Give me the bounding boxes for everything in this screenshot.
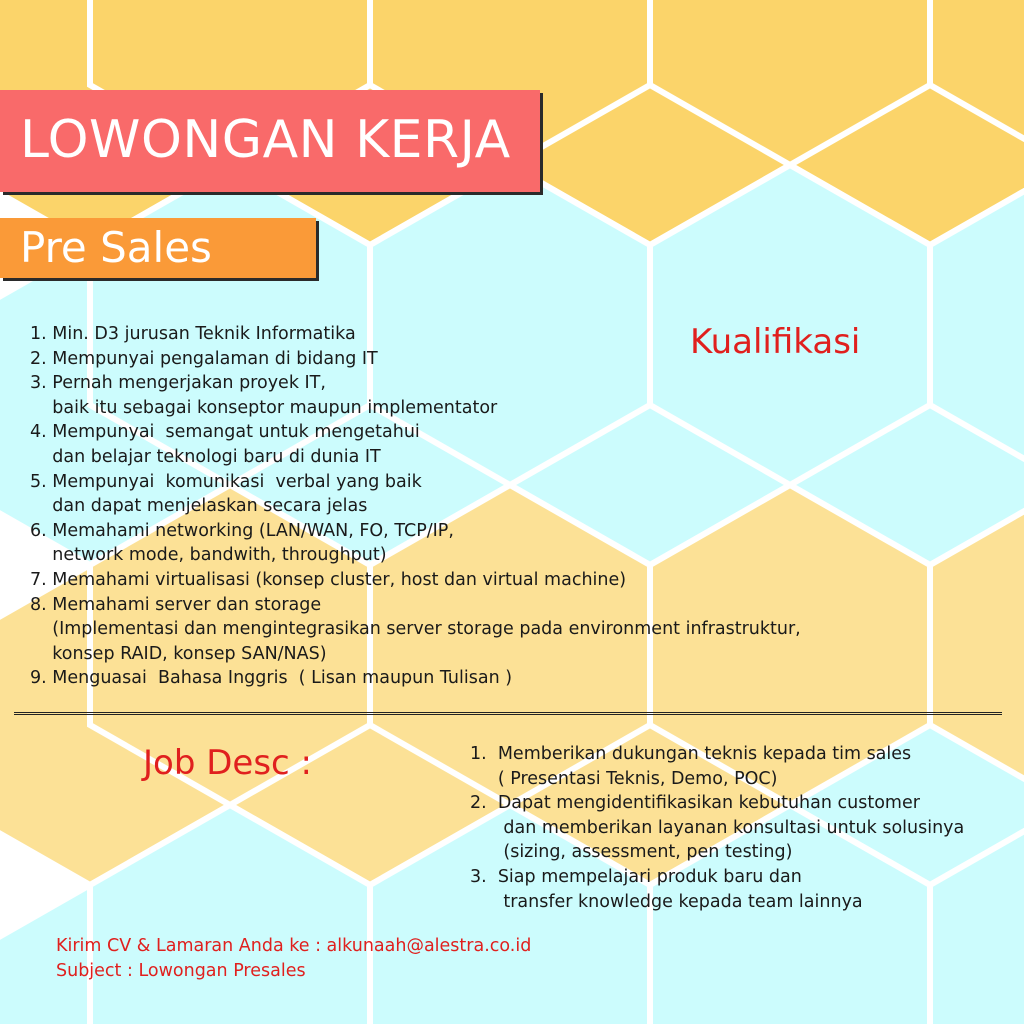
contact-subject-line: Subject : Lowongan Presales <box>56 960 306 981</box>
qualification-item <box>30 347 801 372</box>
job-desc-list <box>470 742 964 914</box>
qualification-item-text: 8. Memahami server dan storage <box>30 594 322 615</box>
job-desc-item-text: 3. Siap mempelajari produk baru dan <box>470 866 802 887</box>
job-desc-item-text: 2. Dapat mengidentifikasikan kebutuhan customer <box>470 793 920 814</box>
contact-info <box>56 934 531 983</box>
job-desc-item <box>470 742 964 791</box>
qualification-item <box>30 322 801 347</box>
qualification-item-text: 1. Min. D3 jurusan Teknik Informatika <box>30 324 356 344</box>
qualification-item <box>30 666 801 691</box>
qualification-item-text: 2. Mempunyai pengalaman di bidang IT <box>30 348 378 369</box>
qualification-item-text: 4. Mempunyai semangat untuk mengetahui <box>30 422 420 443</box>
qualification-item-text: 5. Mempunyai komunikasi verbal yang baik <box>30 471 422 492</box>
qualification-item-text: 9. Menguasai Bahasa Inggris ( Lisan maupun Tulisan ) <box>30 668 513 689</box>
qualification-item-text: 6. Memahami networking (LAN/WAN, FO, TCP/IP, <box>30 520 454 541</box>
job-desc-item-text: (sizing, assessment, pen testing) <box>470 842 793 863</box>
job-desc-item-text: dan memberikan layanan konsultasi untuk solusinya <box>470 817 965 838</box>
qualification-item-text: network mode, bandwith, throughput) <box>30 545 387 566</box>
section-divider <box>14 712 1002 715</box>
qualification-item-text: konsep RAID, konsep SAN/NAS) <box>30 643 327 664</box>
job-desc-heading: Job Desc : <box>143 743 312 783</box>
qualification-item-text: (Implementasi dan mengintegrasikan server storage pada environment infrastruktur, <box>30 619 801 640</box>
job-desc-item-text: transfer knowledge kepada team lainnya <box>470 891 863 912</box>
job-desc-item <box>470 865 964 914</box>
qualification-item-text: 7. Memahami virtualisasi (konsep cluster, host dan virtual machine) <box>30 569 627 590</box>
qualification-item-text: 3. Pernah mengerjakan proyek IT, <box>30 373 326 394</box>
contact-email-line: Kirim CV & Lamaran Anda ke : alkunaah@alestra.co.id <box>56 936 532 956</box>
qualification-item <box>30 371 801 420</box>
job-desc-item <box>470 791 964 865</box>
qualifications-heading: Kualifikasi <box>690 322 861 362</box>
page-title: LOWONGAN KERJA <box>20 110 511 170</box>
qualifications-list <box>30 322 801 691</box>
job-desc-item-text: 1. Memberikan dukungan teknis kepada tim sales <box>470 744 912 764</box>
qualification-item <box>30 420 801 469</box>
position-banner <box>0 218 316 278</box>
title-banner <box>0 90 540 192</box>
qualification-item-text: dan dapat menjelaskan secara jelas <box>30 496 368 517</box>
qualification-item <box>30 568 801 593</box>
qualification-item-text: baik itu sebagai konseptor maupun implementator <box>30 397 498 418</box>
qualification-item <box>30 593 801 667</box>
position-title: Pre Sales <box>20 223 212 272</box>
qualification-item <box>30 519 801 568</box>
qualification-item-text: dan belajar teknologi baru di dunia IT <box>30 446 381 467</box>
job-desc-item-text: ( Presentasi Teknis, Demo, POC) <box>470 768 778 789</box>
qualification-item <box>30 470 801 519</box>
